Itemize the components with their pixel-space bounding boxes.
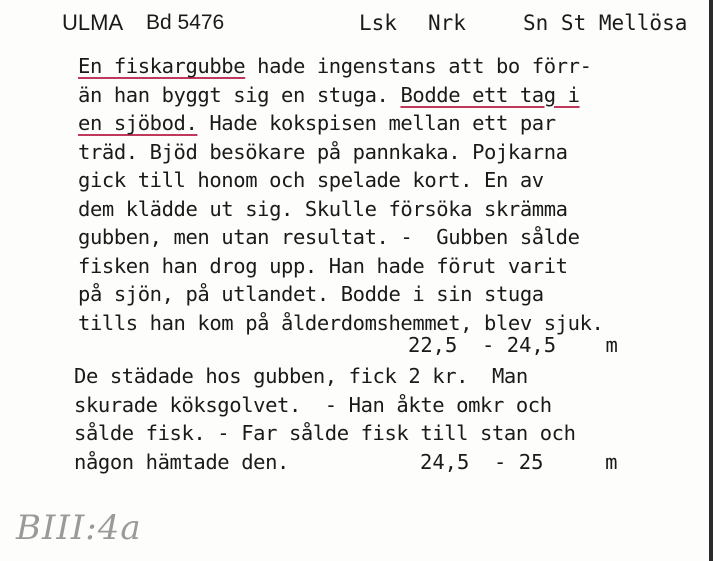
text-line-6: dem klädde ut sig. Skulle försöka skrämma [78,196,568,221]
card-edge [709,0,713,561]
text-line-12: skurade köksgolvet. - Han åkte omkr och [74,392,552,417]
text-line-5: gick till honom och spelade kort. En av [78,168,544,192]
underlined-phrase: en sjöbod. [78,111,198,135]
text-line-9: på sjön, på utlandet. Bodde i sin stuga [78,282,544,306]
text-line-7: gubben, men utan resultat. - Gubben sålde [78,225,580,249]
text-line-8: fisken han drog upp. Han hade förut varit [78,253,568,278]
text-line-4: träd. Bjöd besökare på pannkaka. Pojkarna [78,139,568,164]
underlined-phrase: En fiskargubbe [78,54,246,78]
underlined-phrase: Bodde ett tag i [400,82,580,107]
text-segment: hade ingenstans att bo förr- [245,54,592,78]
record-code: Bd 5476 [146,11,225,34]
socken-label: Sn St Mellösa [523,11,688,35]
text-line-11: De städade hos gubben, fick 2 kr. Man [74,364,528,388]
text-line-3 [78,109,603,138]
measurement-1: 22,5 - 24,5 m [408,333,618,357]
text-segment: Hade kokspisen mellan ett par [197,111,556,135]
landskap-label: Lsk [359,11,397,35]
text-line-14: någon hämtade den. [74,449,289,474]
text-line-10: tills han kom på ålderdomshemmet, blev sjuk. [78,310,604,335]
handwritten-reference: BIII:4a [16,508,142,548]
text-line-2 [78,81,603,110]
measurement-2: 24,5 - 25 m [420,450,618,474]
text-line-13: sålde fisk. - Far sålde fisk till stan och [74,421,576,445]
harad-label: Nrk [428,11,466,35]
text-segment: än han byggt sig en stuga. [78,82,401,107]
record-text [78,52,603,337]
text-line-1 [78,52,603,81]
archive-name: ULMA [62,10,124,35]
